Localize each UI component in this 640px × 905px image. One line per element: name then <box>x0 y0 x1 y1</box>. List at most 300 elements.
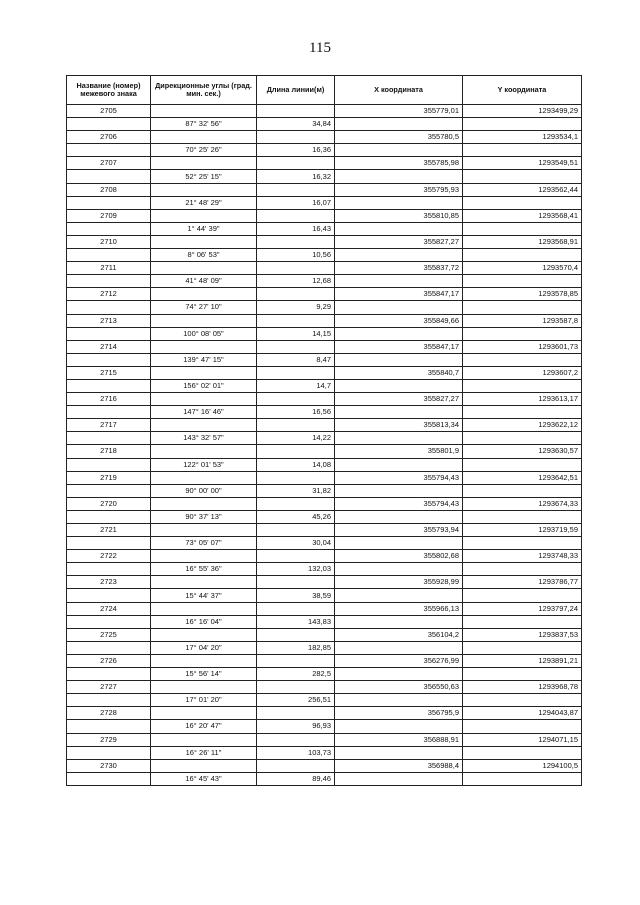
table-row-point <box>67 288 582 301</box>
empty-cell <box>463 327 582 340</box>
y-coordinate-cell: 1293607,2 <box>463 366 582 379</box>
table-row-point <box>67 393 582 406</box>
mark-name-cell: 2707 <box>67 157 151 170</box>
empty-cell <box>151 524 257 537</box>
empty-cell <box>463 249 582 262</box>
line-length-cell: 282,5 <box>257 668 335 681</box>
x-coordinate-cell: 355810,85 <box>335 209 463 222</box>
y-coordinate-cell: 1293719,59 <box>463 524 582 537</box>
x-coordinate-cell: 355847,17 <box>335 288 463 301</box>
empty-cell <box>463 301 582 314</box>
empty-cell <box>257 497 335 510</box>
y-coordinate-cell: 1293891,21 <box>463 654 582 667</box>
mark-name-cell: 2711 <box>67 262 151 275</box>
table-row-point <box>67 733 582 746</box>
empty-cell <box>463 379 582 392</box>
empty-cell <box>335 379 463 392</box>
direction-angle-cell: 70° 25' 26" <box>151 144 257 157</box>
mark-name-cell: 2708 <box>67 183 151 196</box>
empty-cell <box>67 249 151 262</box>
empty-cell <box>151 576 257 589</box>
empty-cell <box>67 222 151 235</box>
direction-angle-cell: 52° 25' 15" <box>151 170 257 183</box>
y-coordinate-cell: 1293601,73 <box>463 340 582 353</box>
empty-cell <box>335 563 463 576</box>
empty-cell <box>67 641 151 654</box>
empty-cell <box>335 432 463 445</box>
column-header-angle: Дирекционные углы (град. мин. сек.) <box>151 76 257 105</box>
empty-cell <box>67 537 151 550</box>
empty-cell <box>463 746 582 759</box>
empty-cell <box>67 458 151 471</box>
direction-angle-cell: 8° 06' 53" <box>151 249 257 262</box>
empty-cell <box>335 484 463 497</box>
table-row-segment <box>67 327 582 340</box>
empty-cell <box>463 510 582 523</box>
empty-cell <box>151 654 257 667</box>
table-row-segment <box>67 144 582 157</box>
table-row-point <box>67 471 582 484</box>
line-length-cell: 132,03 <box>257 563 335 576</box>
table-row-segment <box>67 222 582 235</box>
x-coordinate-cell: 356988,4 <box>335 759 463 772</box>
empty-cell <box>463 275 582 288</box>
x-coordinate-cell: 356795,9 <box>335 707 463 720</box>
empty-cell <box>463 484 582 497</box>
table-row-segment <box>67 510 582 523</box>
y-coordinate-cell: 1293499,29 <box>463 105 582 118</box>
direction-angle-cell: 16° 16' 04" <box>151 615 257 628</box>
empty-cell <box>335 118 463 131</box>
direction-angle-cell: 1° 44' 39" <box>151 222 257 235</box>
direction-angle-cell: 41° 48' 09" <box>151 275 257 288</box>
empty-cell <box>67 275 151 288</box>
empty-cell <box>257 366 335 379</box>
boundary-marks-table <box>66 75 582 786</box>
x-coordinate-cell: 356550,63 <box>335 681 463 694</box>
table-row-segment <box>67 406 582 419</box>
empty-cell <box>67 301 151 314</box>
empty-cell <box>335 641 463 654</box>
empty-cell <box>463 222 582 235</box>
empty-cell <box>257 707 335 720</box>
empty-cell <box>257 471 335 484</box>
table-row-segment <box>67 668 582 681</box>
y-coordinate-cell: 1293797,24 <box>463 602 582 615</box>
line-length-cell: 14,15 <box>257 327 335 340</box>
empty-cell <box>257 131 335 144</box>
mark-name-cell: 2717 <box>67 419 151 432</box>
direction-angle-cell: 147° 16' 46" <box>151 406 257 419</box>
direction-angle-cell: 15° 56' 14" <box>151 668 257 681</box>
x-coordinate-cell: 355837,72 <box>335 262 463 275</box>
x-coordinate-cell: 355793,94 <box>335 524 463 537</box>
table-row-segment <box>67 615 582 628</box>
page-number: 115 <box>309 40 331 56</box>
empty-cell <box>151 550 257 563</box>
table-row-segment <box>67 353 582 366</box>
empty-cell <box>67 720 151 733</box>
direction-angle-cell: 15° 44' 37" <box>151 589 257 602</box>
direction-angle-cell: 139° 47' 15" <box>151 353 257 366</box>
empty-cell <box>257 183 335 196</box>
empty-cell <box>67 406 151 419</box>
mark-name-cell: 2715 <box>67 366 151 379</box>
empty-cell <box>151 681 257 694</box>
table-row-point <box>67 576 582 589</box>
line-length-cell: 8,47 <box>257 353 335 366</box>
y-coordinate-cell: 1293568,91 <box>463 235 582 248</box>
empty-cell <box>67 432 151 445</box>
empty-cell <box>257 262 335 275</box>
mark-name-cell: 2730 <box>67 759 151 772</box>
y-coordinate-cell: 1293568,41 <box>463 209 582 222</box>
y-coordinate-cell: 1293642,51 <box>463 471 582 484</box>
empty-cell <box>335 668 463 681</box>
x-coordinate-cell: 355847,17 <box>335 340 463 353</box>
empty-cell <box>335 615 463 628</box>
y-coordinate-cell: 1293837,53 <box>463 628 582 641</box>
table-row-segment <box>67 379 582 392</box>
empty-cell <box>463 432 582 445</box>
empty-cell <box>335 537 463 550</box>
y-coordinate-cell: 1293968,78 <box>463 681 582 694</box>
y-coordinate-cell: 1293534,1 <box>463 131 582 144</box>
line-length-cell: 16,43 <box>257 222 335 235</box>
empty-cell <box>151 707 257 720</box>
table-row-segment <box>67 484 582 497</box>
line-length-cell: 14,7 <box>257 379 335 392</box>
table-row-segment <box>67 301 582 314</box>
empty-cell <box>257 393 335 406</box>
mark-name-cell: 2727 <box>67 681 151 694</box>
empty-cell <box>257 445 335 458</box>
direction-angle-cell: 17° 01' 20" <box>151 694 257 707</box>
x-coordinate-cell: 355795,93 <box>335 183 463 196</box>
empty-cell <box>67 589 151 602</box>
line-length-cell: 256,51 <box>257 694 335 707</box>
empty-cell <box>463 720 582 733</box>
table-row-point <box>67 681 582 694</box>
x-coordinate-cell: 356276,99 <box>335 654 463 667</box>
empty-cell <box>257 759 335 772</box>
empty-cell <box>151 157 257 170</box>
x-coordinate-cell: 355801,9 <box>335 445 463 458</box>
direction-angle-cell: 73° 05' 07" <box>151 537 257 550</box>
table-row-segment <box>67 458 582 471</box>
x-coordinate-cell: 355779,01 <box>335 105 463 118</box>
empty-cell <box>151 628 257 641</box>
table-row-segment <box>67 589 582 602</box>
table-row-point <box>67 209 582 222</box>
line-length-cell: 14,22 <box>257 432 335 445</box>
direction-angle-cell: 87° 32' 56" <box>151 118 257 131</box>
empty-cell <box>151 759 257 772</box>
empty-cell <box>463 772 582 785</box>
y-coordinate-cell: 1293748,33 <box>463 550 582 563</box>
empty-cell <box>463 615 582 628</box>
empty-cell <box>151 366 257 379</box>
table-row-segment <box>67 118 582 131</box>
empty-cell <box>463 170 582 183</box>
empty-cell <box>463 641 582 654</box>
mark-name-cell: 2705 <box>67 105 151 118</box>
mark-name-cell: 2716 <box>67 393 151 406</box>
empty-cell <box>151 314 257 327</box>
empty-cell <box>151 471 257 484</box>
empty-cell <box>151 131 257 144</box>
mark-name-cell: 2726 <box>67 654 151 667</box>
empty-cell <box>463 694 582 707</box>
mark-name-cell: 2725 <box>67 628 151 641</box>
empty-cell <box>257 524 335 537</box>
table-row-segment <box>67 563 582 576</box>
x-coordinate-cell: 355794,43 <box>335 497 463 510</box>
table-row-segment <box>67 772 582 785</box>
table-row-point <box>67 419 582 432</box>
empty-cell <box>67 746 151 759</box>
line-length-cell: 89,46 <box>257 772 335 785</box>
table-body <box>67 105 582 786</box>
empty-cell <box>335 301 463 314</box>
mark-name-cell: 2709 <box>67 209 151 222</box>
mark-name-cell: 2723 <box>67 576 151 589</box>
table-row-segment <box>67 275 582 288</box>
table-row-segment <box>67 249 582 262</box>
y-coordinate-cell: 1293613,17 <box>463 393 582 406</box>
empty-cell <box>335 694 463 707</box>
x-coordinate-cell: 356888,91 <box>335 733 463 746</box>
y-coordinate-cell: 1293587,8 <box>463 314 582 327</box>
line-length-cell: 182,85 <box>257 641 335 654</box>
table-row-segment <box>67 720 582 733</box>
empty-cell <box>463 196 582 209</box>
mark-name-cell: 2714 <box>67 340 151 353</box>
y-coordinate-cell: 1293630,57 <box>463 445 582 458</box>
y-coordinate-cell: 1293786,77 <box>463 576 582 589</box>
direction-angle-cell: 74° 27' 10" <box>151 301 257 314</box>
empty-cell <box>67 772 151 785</box>
empty-cell <box>257 576 335 589</box>
empty-cell <box>257 419 335 432</box>
empty-cell <box>67 118 151 131</box>
line-length-cell: 34,84 <box>257 118 335 131</box>
empty-cell <box>257 288 335 301</box>
column-header-name: Название (номер) межевого знака <box>67 76 151 105</box>
line-length-cell: 103,73 <box>257 746 335 759</box>
empty-cell <box>151 497 257 510</box>
table-row-segment <box>67 196 582 209</box>
column-header-length: Длина линии(м) <box>257 76 335 105</box>
table-row-point <box>67 445 582 458</box>
line-length-cell: 12,68 <box>257 275 335 288</box>
table-row-point <box>67 340 582 353</box>
x-coordinate-cell: 355827,27 <box>335 393 463 406</box>
empty-cell <box>151 288 257 301</box>
empty-cell <box>335 249 463 262</box>
empty-cell <box>335 144 463 157</box>
line-length-cell: 16,32 <box>257 170 335 183</box>
direction-angle-cell: 100° 08' 05" <box>151 327 257 340</box>
empty-cell <box>257 340 335 353</box>
empty-cell <box>151 445 257 458</box>
table-row-point <box>67 707 582 720</box>
line-length-cell: 143,83 <box>257 615 335 628</box>
table-row-point <box>67 497 582 510</box>
direction-angle-cell: 17° 04' 20" <box>151 641 257 654</box>
empty-cell <box>463 458 582 471</box>
mark-name-cell: 2724 <box>67 602 151 615</box>
empty-cell <box>257 550 335 563</box>
empty-cell <box>67 694 151 707</box>
mark-name-cell: 2718 <box>67 445 151 458</box>
empty-cell <box>151 419 257 432</box>
table-row-segment <box>67 170 582 183</box>
empty-cell <box>335 196 463 209</box>
mark-name-cell: 2721 <box>67 524 151 537</box>
empty-cell <box>463 537 582 550</box>
mark-name-cell: 2706 <box>67 131 151 144</box>
empty-cell <box>335 720 463 733</box>
empty-cell <box>257 628 335 641</box>
empty-cell <box>257 733 335 746</box>
direction-angle-cell: 16° 45' 43" <box>151 772 257 785</box>
line-length-cell: 38,59 <box>257 589 335 602</box>
empty-cell <box>463 668 582 681</box>
y-coordinate-cell: 1293578,85 <box>463 288 582 301</box>
y-coordinate-cell: 1293570,4 <box>463 262 582 275</box>
line-length-cell: 10,56 <box>257 249 335 262</box>
empty-cell <box>67 144 151 157</box>
empty-cell <box>67 379 151 392</box>
x-coordinate-cell: 355840,7 <box>335 366 463 379</box>
x-coordinate-cell: 356104,2 <box>335 628 463 641</box>
empty-cell <box>257 314 335 327</box>
table-header-row <box>67 76 582 105</box>
empty-cell <box>67 353 151 366</box>
empty-cell <box>257 602 335 615</box>
empty-cell <box>67 563 151 576</box>
x-coordinate-cell: 355802,68 <box>335 550 463 563</box>
table-row-point <box>67 550 582 563</box>
empty-cell <box>151 393 257 406</box>
y-coordinate-cell: 1294100,5 <box>463 759 582 772</box>
empty-cell <box>335 353 463 366</box>
direction-angle-cell: 16° 55' 36" <box>151 563 257 576</box>
line-length-cell: 45,26 <box>257 510 335 523</box>
x-coordinate-cell: 355785,98 <box>335 157 463 170</box>
line-length-cell: 16,07 <box>257 196 335 209</box>
y-coordinate-cell: 1294043,87 <box>463 707 582 720</box>
direction-angle-cell: 156° 02' 01" <box>151 379 257 392</box>
empty-cell <box>463 406 582 419</box>
direction-angle-cell: 16° 20' 47" <box>151 720 257 733</box>
empty-cell <box>463 118 582 131</box>
empty-cell <box>335 327 463 340</box>
x-coordinate-cell: 355849,66 <box>335 314 463 327</box>
empty-cell <box>151 209 257 222</box>
table-row-point <box>67 314 582 327</box>
mark-name-cell: 2710 <box>67 235 151 248</box>
empty-cell <box>257 235 335 248</box>
table-row-point <box>67 366 582 379</box>
y-coordinate-cell: 1294071,15 <box>463 733 582 746</box>
empty-cell <box>151 262 257 275</box>
empty-cell <box>463 144 582 157</box>
table-row-point <box>67 524 582 537</box>
empty-cell <box>151 733 257 746</box>
empty-cell <box>335 510 463 523</box>
line-length-cell: 31,82 <box>257 484 335 497</box>
table-row-segment <box>67 746 582 759</box>
table-row-point <box>67 131 582 144</box>
table-row-segment <box>67 641 582 654</box>
empty-cell <box>257 681 335 694</box>
empty-cell <box>335 170 463 183</box>
direction-angle-cell: 90° 00' 00" <box>151 484 257 497</box>
y-coordinate-cell: 1293562,44 <box>463 183 582 196</box>
mark-name-cell: 2722 <box>67 550 151 563</box>
x-coordinate-cell: 355794,43 <box>335 471 463 484</box>
mark-name-cell: 2728 <box>67 707 151 720</box>
empty-cell <box>151 105 257 118</box>
x-coordinate-cell: 355928,99 <box>335 576 463 589</box>
table-row-point <box>67 654 582 667</box>
empty-cell <box>151 235 257 248</box>
empty-cell <box>67 615 151 628</box>
mark-name-cell: 2712 <box>67 288 151 301</box>
table-row-point <box>67 105 582 118</box>
empty-cell <box>151 602 257 615</box>
x-coordinate-cell: 355827,27 <box>335 235 463 248</box>
empty-cell <box>257 654 335 667</box>
column-header-x: X координата <box>335 76 463 105</box>
empty-cell <box>257 157 335 170</box>
empty-cell <box>335 772 463 785</box>
table-row-point <box>67 183 582 196</box>
empty-cell <box>67 327 151 340</box>
table-row-point <box>67 157 582 170</box>
column-header-y: Y координата <box>463 76 582 105</box>
empty-cell <box>67 196 151 209</box>
direction-angle-cell: 21° 48' 29" <box>151 196 257 209</box>
mark-name-cell: 2729 <box>67 733 151 746</box>
empty-cell <box>151 183 257 196</box>
empty-cell <box>463 353 582 366</box>
direction-angle-cell: 122° 01' 53" <box>151 458 257 471</box>
y-coordinate-cell: 1293674,33 <box>463 497 582 510</box>
direction-angle-cell: 90° 37' 13" <box>151 510 257 523</box>
x-coordinate-cell: 355813,34 <box>335 419 463 432</box>
x-coordinate-cell: 355966,13 <box>335 602 463 615</box>
line-length-cell: 30,04 <box>257 537 335 550</box>
empty-cell <box>257 105 335 118</box>
table-row-point <box>67 262 582 275</box>
y-coordinate-cell: 1293549,51 <box>463 157 582 170</box>
y-coordinate-cell: 1293622,12 <box>463 419 582 432</box>
table-row-segment <box>67 432 582 445</box>
empty-cell <box>67 170 151 183</box>
empty-cell <box>335 406 463 419</box>
line-length-cell: 14,08 <box>257 458 335 471</box>
table-row-point <box>67 602 582 615</box>
empty-cell <box>463 589 582 602</box>
table-row-segment <box>67 694 582 707</box>
x-coordinate-cell: 355780,5 <box>335 131 463 144</box>
line-length-cell: 96,93 <box>257 720 335 733</box>
empty-cell <box>151 340 257 353</box>
empty-cell <box>335 589 463 602</box>
